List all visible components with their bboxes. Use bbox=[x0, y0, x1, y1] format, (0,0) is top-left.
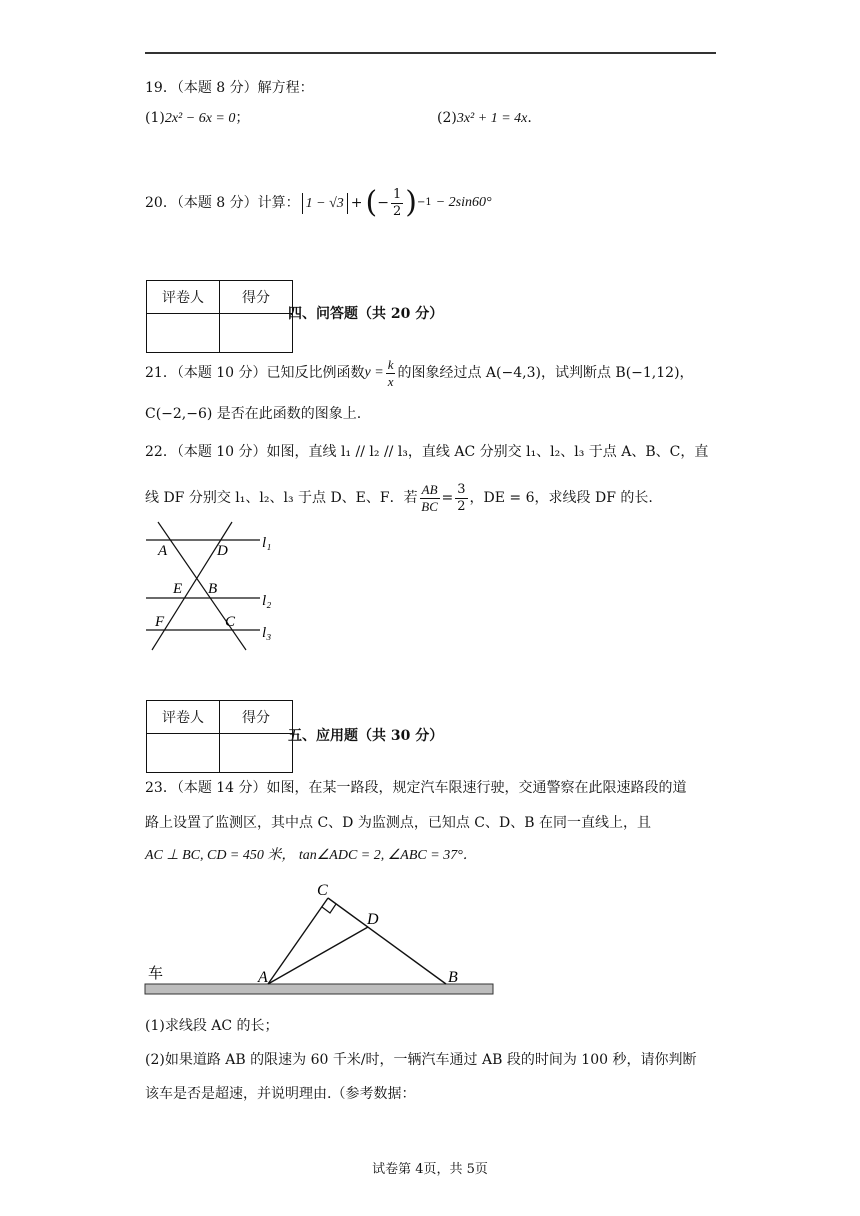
segment-AD bbox=[268, 927, 368, 984]
q19-part1-prefix: (1) bbox=[145, 110, 165, 126]
right-angle-mark bbox=[322, 904, 336, 913]
score-box-score-label: 得分 bbox=[220, 281, 293, 314]
q19-part2-equation: 3x² + 1 = 4x bbox=[456, 111, 528, 126]
q20-exponent: −1 bbox=[416, 197, 432, 208]
header-rule bbox=[145, 52, 716, 54]
segment-AC bbox=[268, 898, 328, 984]
q21-line2: C(−2,−6) 是否在此函数的图象上. bbox=[145, 406, 362, 422]
q23-figure bbox=[140, 878, 500, 1000]
score-box-2 bbox=[146, 700, 293, 773]
q19-part2 bbox=[437, 108, 532, 129]
q19-part2-end: . bbox=[527, 110, 532, 126]
q22-line2 bbox=[145, 478, 653, 518]
q20-header: 20．（本题 8 分）计算： bbox=[145, 195, 300, 211]
label-C: C bbox=[225, 614, 236, 630]
q22-figure bbox=[140, 518, 290, 658]
q20-paren-group: ( − $\frac{1}{2}$ ) −1 bbox=[365, 185, 432, 220]
label-l1: l₁ bbox=[262, 535, 272, 551]
q22-text-b: ，DE = 6，求线段 DF 的长. bbox=[469, 490, 653, 506]
q22-line1: 22．（本题 10 分）如图，直线 l₁ // l₂ // l₃，直线 AC 分别交 l₁、l₂、l₃ 于点 A、B、C，直 bbox=[145, 444, 709, 460]
q19-header: 19．（本题 8 分）解方程： bbox=[145, 80, 314, 96]
q21-fraction: $\frac{k}{x}$ bbox=[387, 356, 394, 389]
label-l2: l₂ bbox=[262, 593, 272, 609]
q23-line1: 23．（本题 14 分）如图，在某一路段，规定汽车限速行驶，交通警察在此限速路段的道 bbox=[145, 780, 687, 796]
q20-line bbox=[145, 183, 492, 223]
line-df bbox=[152, 522, 232, 650]
label-l3: l₃ bbox=[262, 625, 272, 641]
score-box-grader-cell[interactable] bbox=[147, 314, 220, 353]
q23-sub1: (1)求线段 AC 的长； bbox=[145, 1018, 279, 1034]
q20-tail: − 2sin60° bbox=[435, 195, 492, 210]
q20-plus: + bbox=[350, 195, 363, 211]
q22-text-a: 线 DF 分别交 l₁、l₂、l₃ 于点 D、E、F．若 bbox=[145, 490, 418, 506]
q23-sub2-line1: (2)如果道路 AB 的限速为 60 千米/时，一辆汽车通过 AB 段的时间为 100 秒，请你判断 bbox=[145, 1052, 697, 1068]
label-E: E bbox=[173, 581, 183, 597]
q20-abs-expr: 1 − √3 bbox=[305, 195, 344, 211]
score-box-grader-label: 评卷人 bbox=[147, 701, 220, 734]
label-B: B bbox=[208, 581, 218, 597]
q22-fraction-3-2: $\frac{3}{2}$ bbox=[457, 481, 466, 514]
q20-abs-value bbox=[302, 193, 348, 214]
segment-CB bbox=[328, 898, 446, 984]
q21-func-lhs: y = bbox=[364, 365, 384, 380]
label-A: A bbox=[258, 969, 268, 986]
q23-line3: AC ⊥ BC, CD = 450 米， tan∠ADC = 2, ∠ABC = 37°． bbox=[145, 848, 477, 863]
q23-sub2-line2: 该车是否是超速，并说明理由.（参考数据： bbox=[145, 1086, 416, 1102]
score-box-grader-label: 评卷人 bbox=[147, 281, 220, 314]
q19-part1-equation: 2x² − 6x = 0 bbox=[164, 111, 236, 126]
label-A: A bbox=[158, 543, 168, 559]
q21-text-a: 21．（本题 10 分）已知反比例函数 bbox=[145, 365, 365, 381]
score-box-score-cell[interactable] bbox=[220, 314, 293, 353]
q22-fraction-ab-bc: $\frac{AB}{BC}$ bbox=[421, 481, 438, 514]
q20-fraction: $\frac{1}{2}$ bbox=[392, 186, 402, 219]
label-D: D bbox=[367, 911, 379, 928]
q23-line2: 路上设置了监测区，其中点 C、D 为监测点，已知点 C、D、B 在同一直线上，且 bbox=[145, 815, 651, 831]
label-C: C bbox=[317, 882, 328, 899]
label-B: B bbox=[448, 969, 458, 986]
section4-title: 四、问答题（共 20 分） bbox=[288, 306, 444, 322]
score-box-grader-cell[interactable] bbox=[147, 734, 220, 773]
line-ac bbox=[158, 522, 246, 650]
q21-line1 bbox=[145, 353, 694, 393]
label-F: F bbox=[155, 614, 165, 630]
score-box-score-label: 得分 bbox=[220, 701, 293, 734]
score-box-score-cell[interactable] bbox=[220, 734, 293, 773]
section5-title: 五、应用题（共 30 分） bbox=[288, 728, 444, 744]
page-footer: 试卷第 4页，共 5页 bbox=[372, 1162, 488, 1177]
q21-text-b: 的图象经过点 A(−4,3)，试判断点 B(−1,12)， bbox=[397, 365, 694, 381]
q19-part2-prefix: (2) bbox=[437, 110, 457, 126]
label-car: 车 bbox=[148, 964, 164, 982]
road bbox=[145, 984, 493, 994]
score-box-1 bbox=[146, 280, 293, 353]
q19-part1 bbox=[145, 108, 249, 129]
q22-equals: = bbox=[441, 490, 454, 506]
q19-part1-end: ； bbox=[235, 110, 250, 126]
label-D: D bbox=[217, 543, 228, 559]
